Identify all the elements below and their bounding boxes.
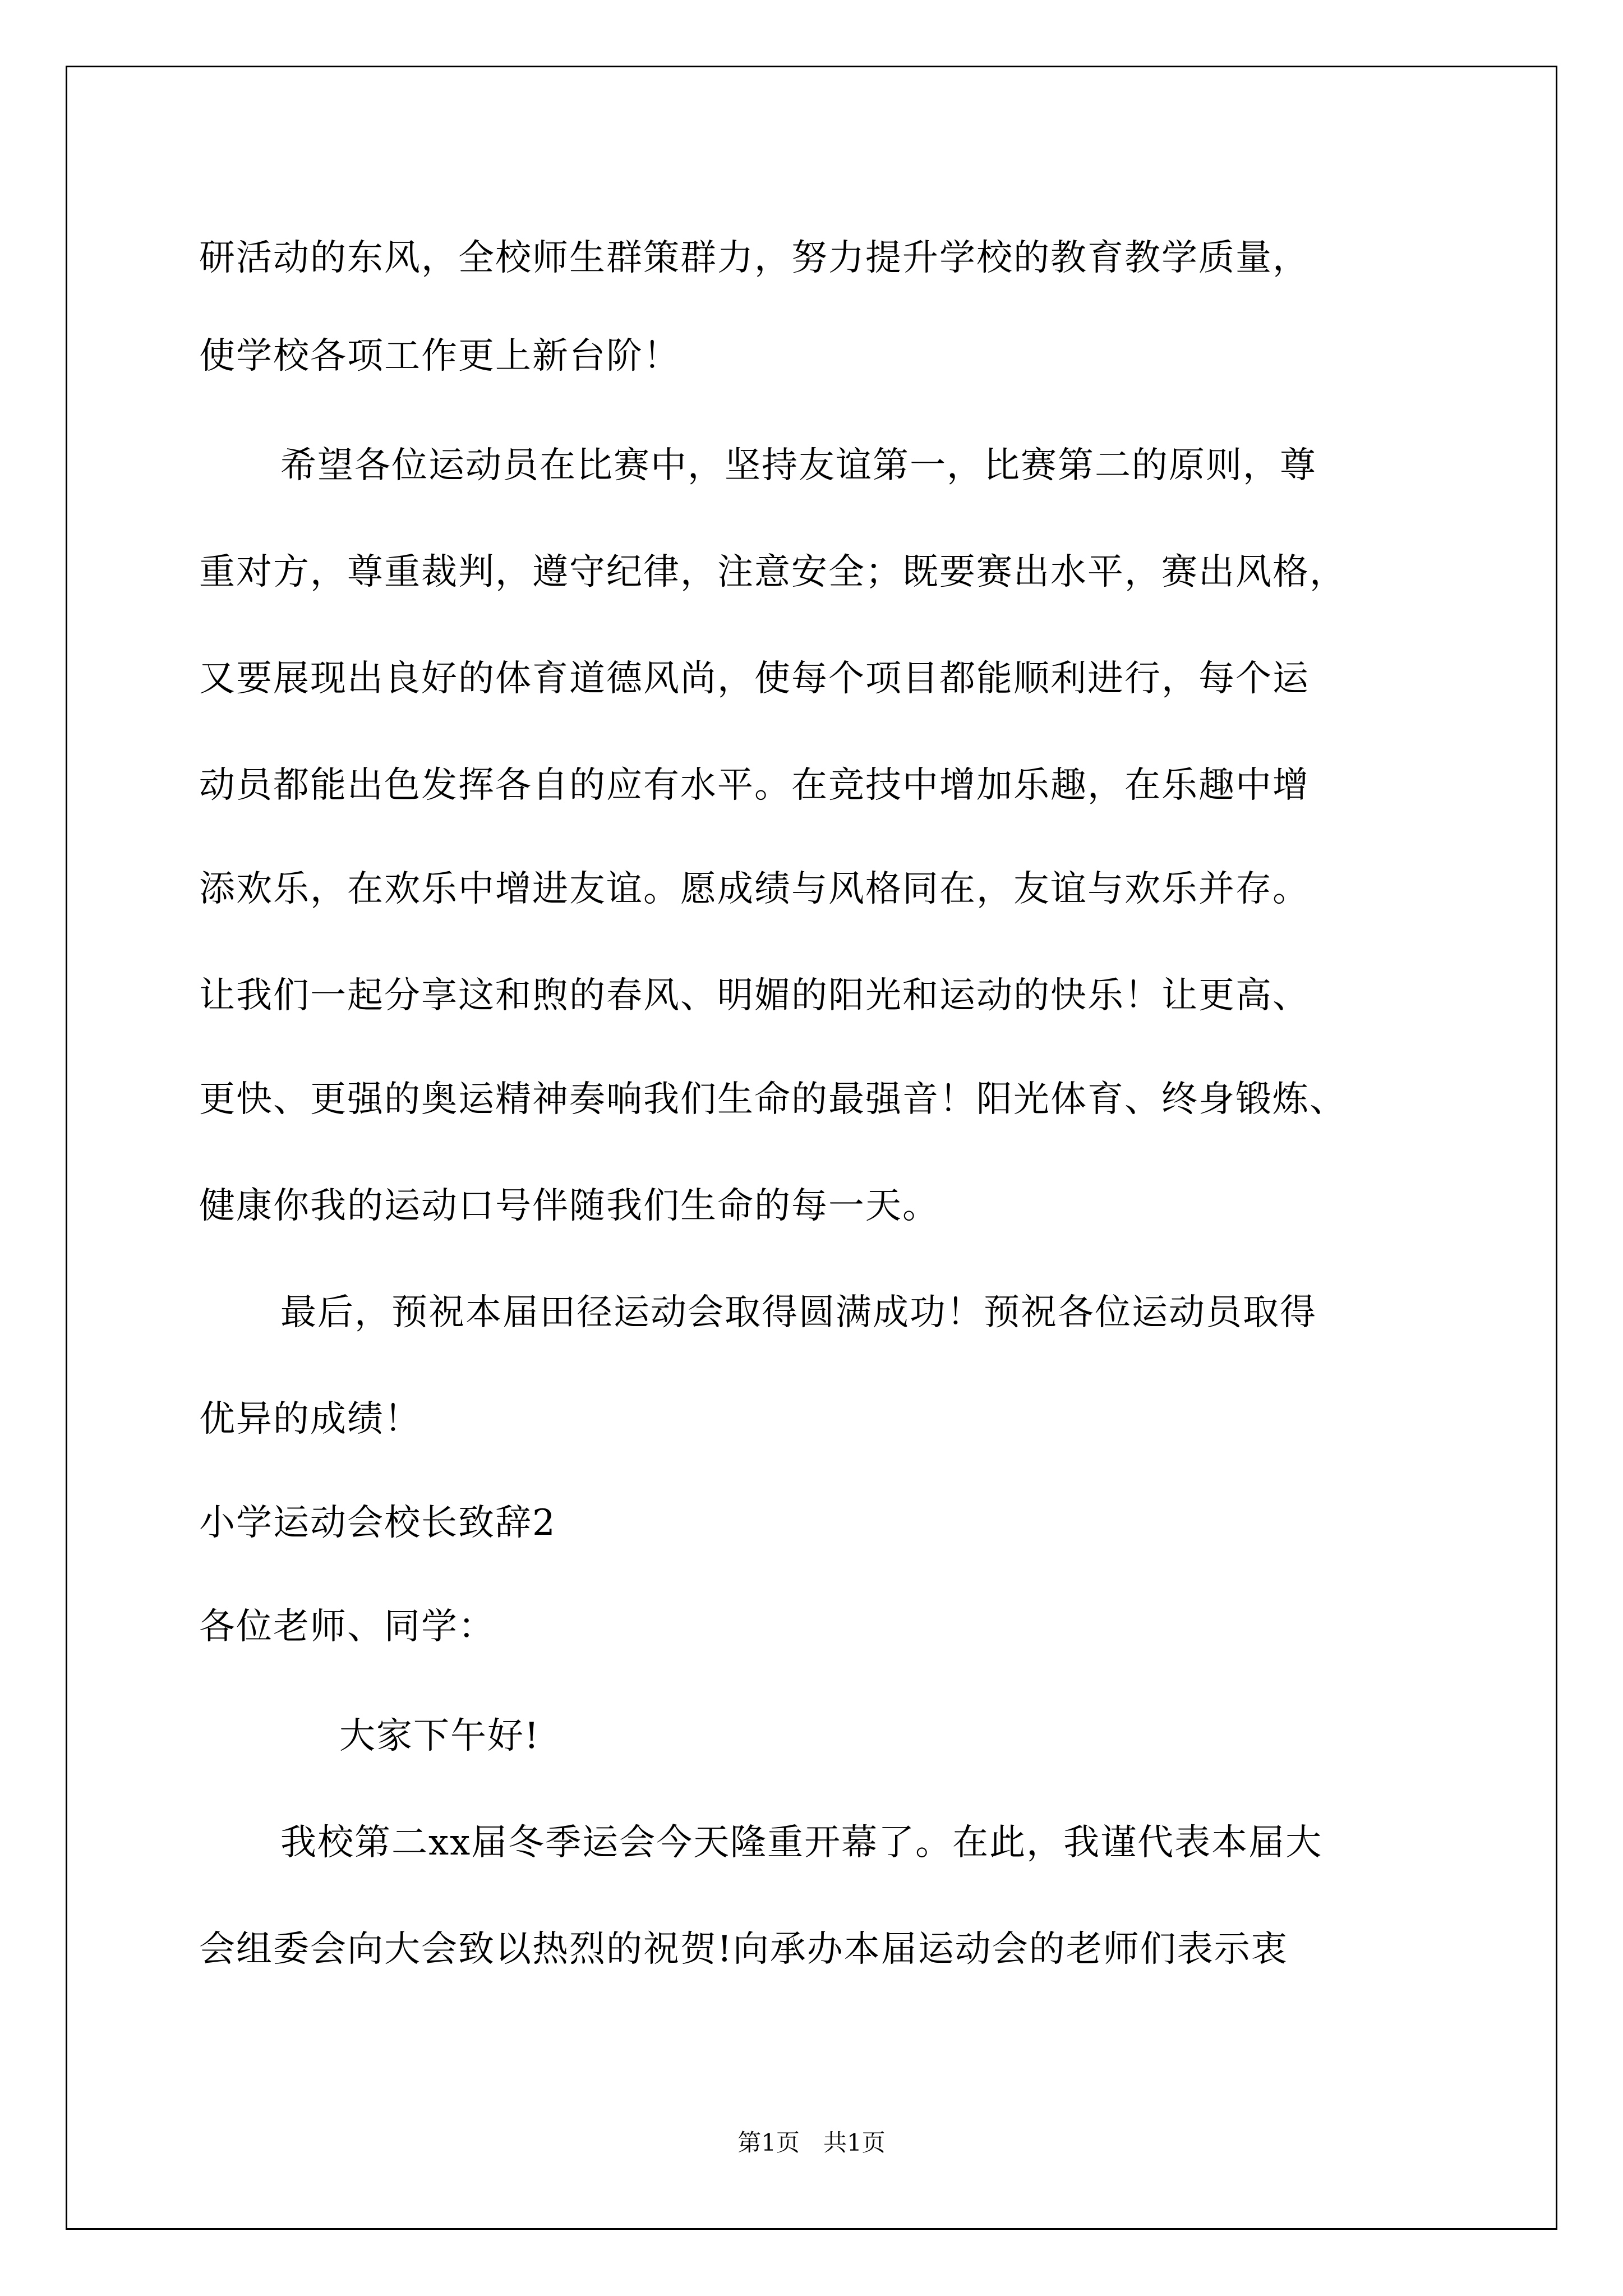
page-footer: 第1页 共1页 bbox=[737, 2129, 886, 2156]
salutation: 各位老师、同学： bbox=[199, 1606, 495, 1648]
section-heading: 小学运动会校长致辞2 bbox=[199, 1502, 556, 1544]
page-border bbox=[66, 66, 1557, 2230]
text-line-11: 最后，预祝本届田径运动会取得圆满成功！预祝各位运动员取得 bbox=[280, 1292, 1317, 1333]
text-line-2: 使学校各项工作更上新台阶！ bbox=[199, 335, 680, 377]
text-line-4: 重对方，尊重裁判，遵守纪律，注意安全；既要赛出水平，赛出风格， bbox=[199, 551, 1347, 593]
text-line-17: 会组委会向大会致以热烈的祝贺!向承办本届运动会的老师们表示衷 bbox=[199, 1929, 1288, 1970]
text-line-16: 我校第二xx届冬季运会今天隆重开幕了。在此，我谨代表本届大 bbox=[280, 1822, 1323, 1864]
text-line-7: 添欢乐，在欢乐中增进友谊。愿成绩与风格同在，友谊与欢乐并存。 bbox=[199, 868, 1310, 910]
text-line-6: 动员都能出色发挥各自的应有水平。在竞技中增加乐趣，在乐趣中增 bbox=[199, 765, 1310, 806]
text-line-8: 让我们一起分享这和煦的春风、明媚的阳光和运动的快乐！让更高、 bbox=[199, 975, 1310, 1016]
greeting: 大家下午好! bbox=[339, 1715, 540, 1757]
text-line-1: 研活动的东风，全校师生群策群力，努力提升学校的教育教学质量， bbox=[199, 237, 1310, 279]
text-line-12: 优异的成绩！ bbox=[199, 1398, 421, 1440]
text-line-9: 更快、更强的奥运精神奏响我们生命的最强音！阳光体育、终身锻炼、 bbox=[199, 1079, 1347, 1120]
text-line-10: 健康你我的运动口号伴随我们生命的每一天。 bbox=[199, 1185, 939, 1227]
text-line-5: 又要展现出良好的体育道德风尚，使每个项目都能顺利进行，每个运 bbox=[199, 658, 1310, 700]
text-line-3: 希望各位运动员在比赛中，坚持友谊第一，比赛第二的原则，尊 bbox=[280, 445, 1317, 486]
